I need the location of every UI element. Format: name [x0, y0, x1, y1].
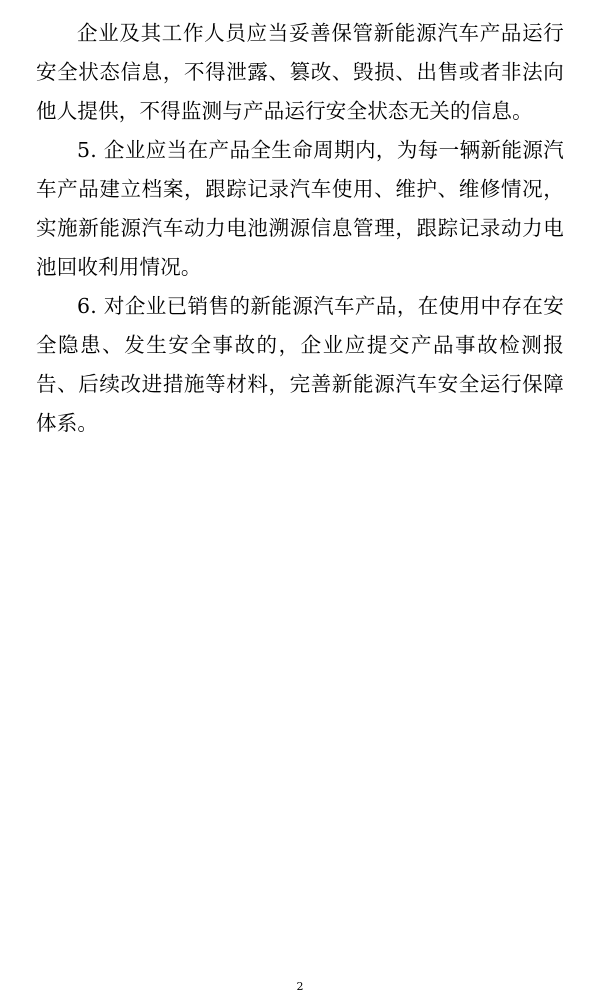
paragraph-3: 6. 对企业已销售的新能源汽车产品，在使用中存在安全隐患、发生安全事故的，企业应提交产品事故检测报告、后续改进措施等材料，完善新能源汽车安全运行保障体系。 [36, 294, 564, 435]
paragraph-2: 5. 企业应当在产品全生命周期内，为每一辆新能源汽车产品建立档案，跟踪记录汽车使用、维护、维修情况，实施新能源汽车动力电池溯源信息管理，跟踪记录动力电池回收利用情况。 [36, 138, 564, 279]
page-footer [0, 975, 600, 994]
paragraph-1: 企业及其工作人员应当妥善保管新能源汽车产品运行安全状态信息，不得泄露、篡改、毁损、出售或者非法向他人提供，不得监测与产品运行安全状态无关的信息。 [36, 21, 564, 123]
document-body [36, 14, 564, 443]
page-number: 2 [296, 980, 304, 993]
